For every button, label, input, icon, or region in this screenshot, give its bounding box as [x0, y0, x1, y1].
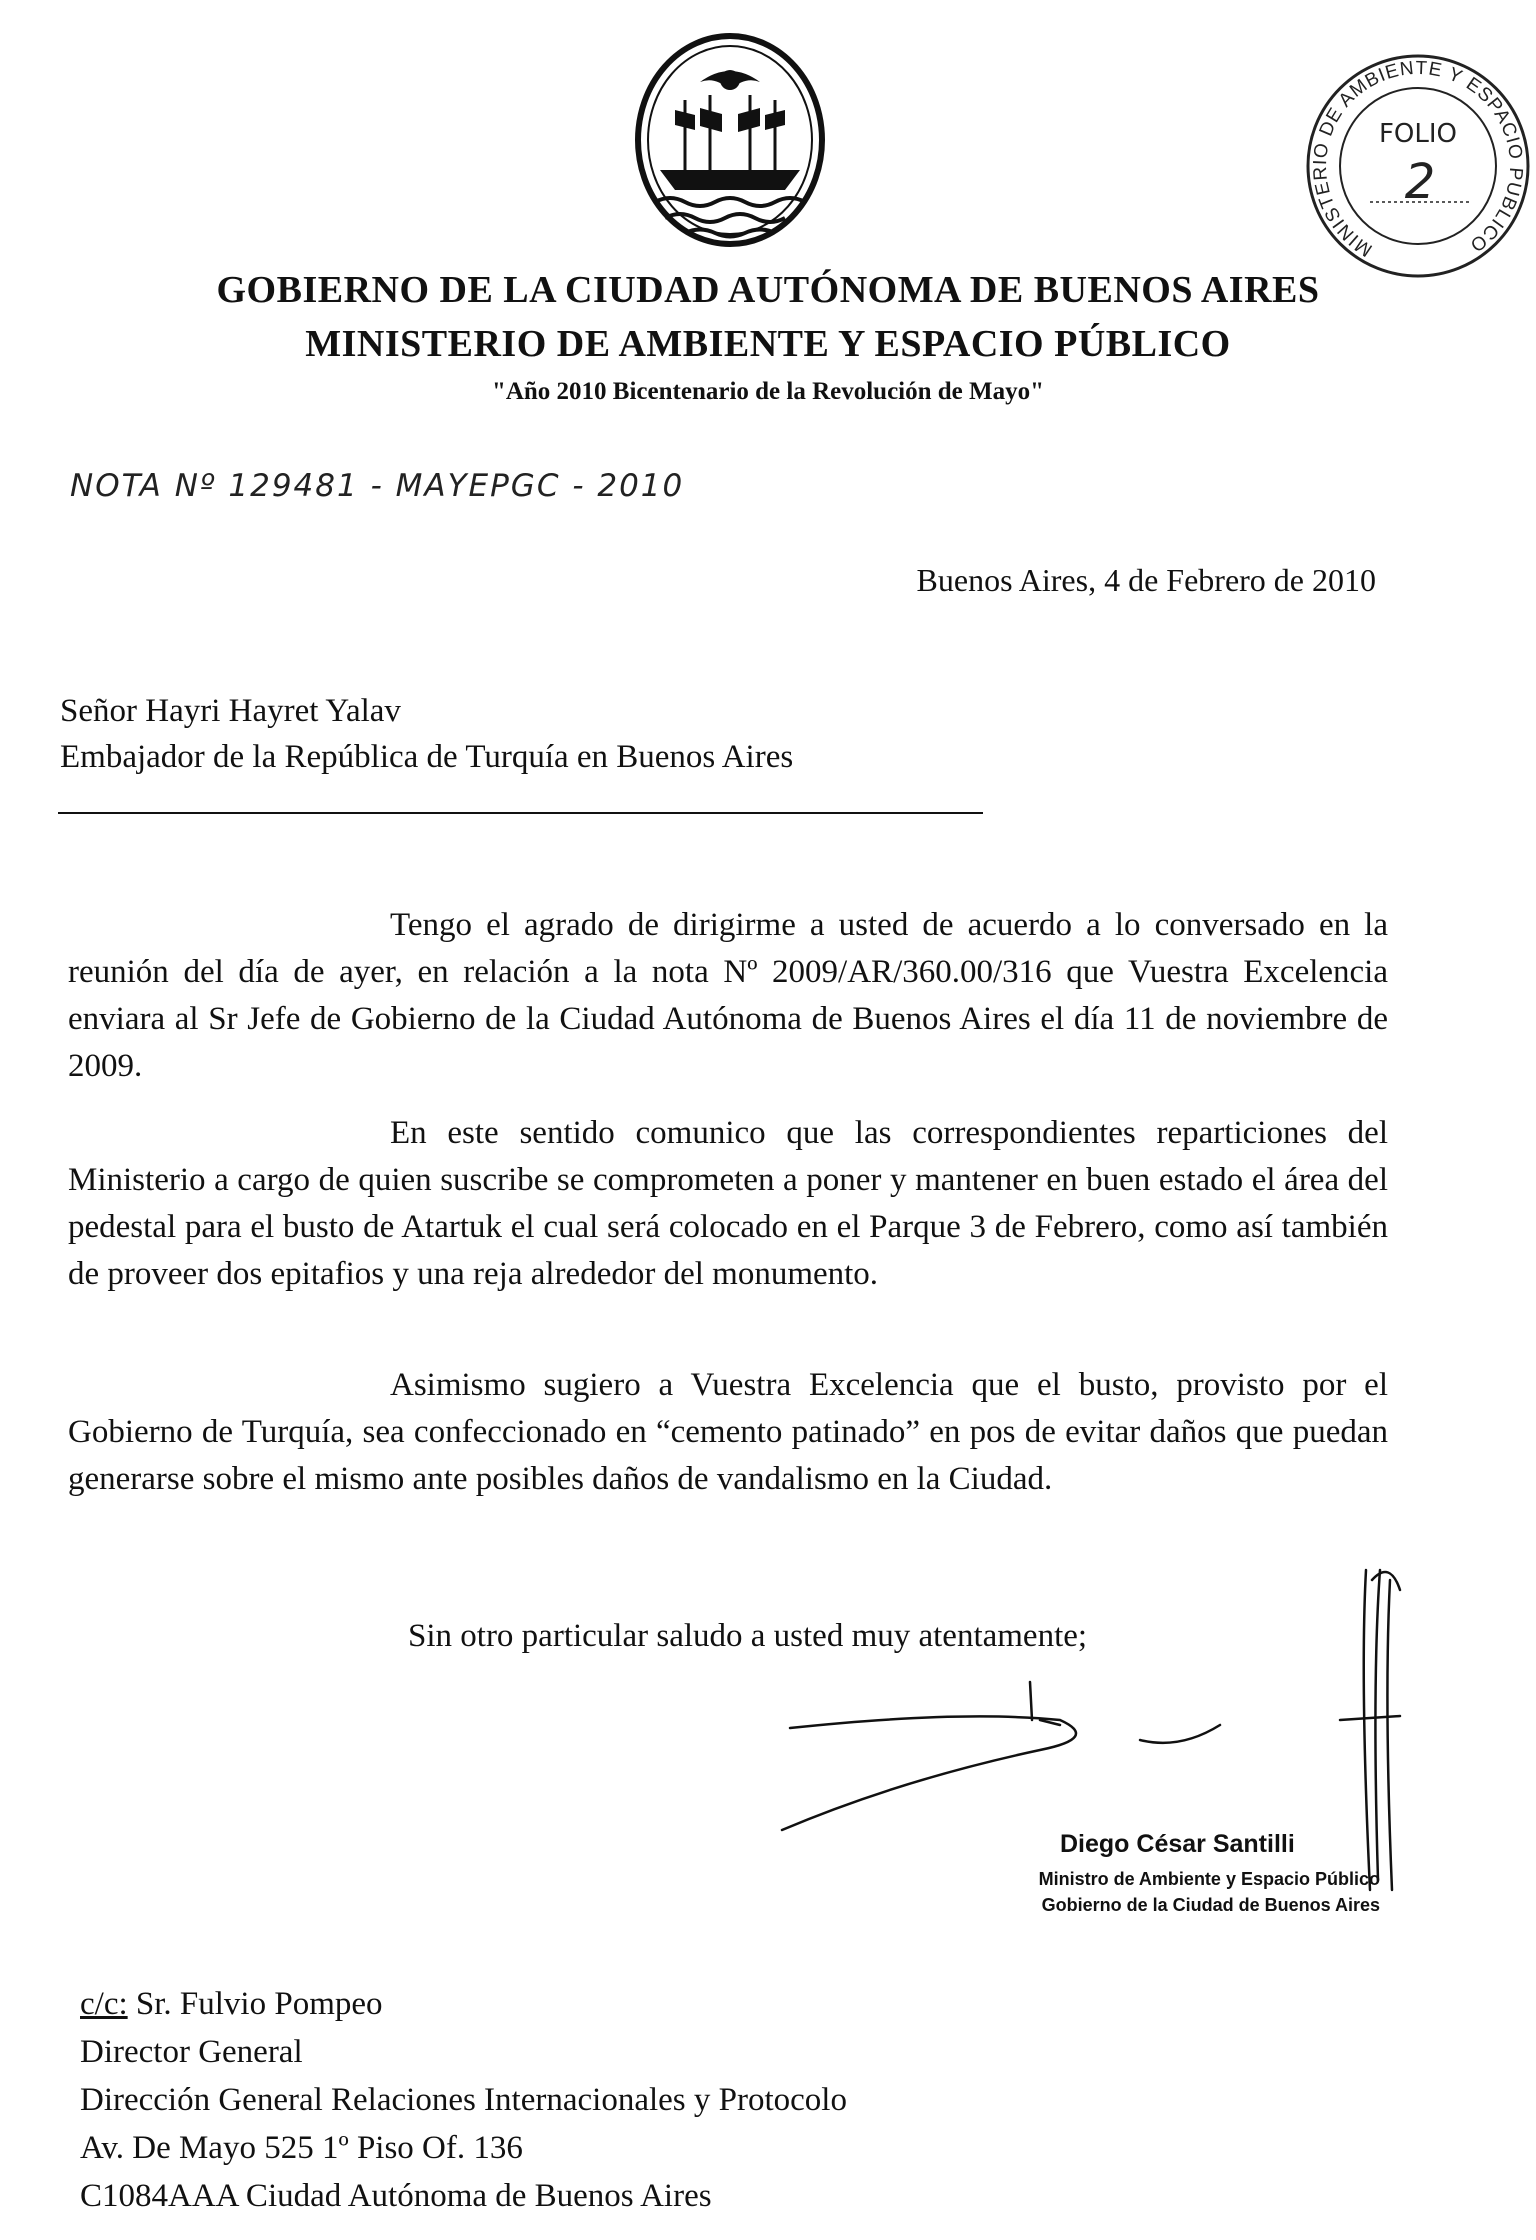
date-line: Buenos Aires, 4 de Febrero de 2010 — [916, 562, 1376, 598]
body-paragraph-2: En este sentido comunico que las correspondientes reparticiones del Ministerio a cargo de quien suscribe se comprometen a poner y mantener en buen estado el área del pedestal para el busto de Atartuk el cual será colocado en el Parque 3 de Febrero, como así también de proveer dos epitafios y una reja alrededor del monumento. — [68, 1115, 1388, 1292]
cc-block — [80, 1980, 847, 2220]
addressee-underline-divider — [58, 812, 983, 814]
signatory-block — [990, 1866, 1380, 1918]
addressee-title: Embajador de la República de Turquía en Buenos Aires — [60, 739, 794, 775]
cc-line-4: C1084AAA Ciudad Autónoma de Buenos Aires — [80, 2178, 712, 2214]
cc-line-2: Dirección General Relaciones Internacionales y Protocolo — [80, 2082, 847, 2118]
signatory-org: Gobierno de la Ciudad de Buenos Aires — [1041, 1895, 1380, 1915]
addressee-block — [60, 688, 793, 780]
closing-line: Sin otro particular saludo a usted muy atentamente; — [408, 1618, 1088, 1654]
stamp-folio-number: 2 — [1404, 154, 1436, 210]
cc-line-3: Av. De Mayo 525 1º Piso Of. 136 — [80, 2130, 523, 2166]
stamp-ring-text: MINISTERIO DE AMBIENTE Y ESPACIO PUBLICO — [1309, 57, 1527, 261]
letterhead-ministry: MINISTERIO DE AMBIENTE Y ESPACIO PÚBLICO — [305, 323, 1231, 365]
stamp-folio-label: FOLIO — [1378, 119, 1458, 149]
addressee-name: Señor Hayri Hayret Yalav — [60, 693, 401, 729]
handwritten-note-reference: NOTA Nº 129481 - MAYEPGC - 2010 — [70, 468, 685, 504]
body-paragraph-1: Tengo el agrado de dirigirme a usted de acuerdo a lo conversado en la reunión del día de ayer, en relación a la nota Nº 2009/AR/360.00/316 que Vuestra Excelencia enviara al Sr Jefe de Gobierno de la Ciudad Autónoma de Buenos Aires el día 11 de noviembre de 2009. — [68, 907, 1388, 1084]
cc-line-1: Director General — [80, 2034, 303, 2070]
signatory-role: Ministro de Ambiente y Espacio Público — [1038, 1869, 1380, 1889]
cc-name: Sr. Fulvio Pompeo — [135, 1986, 383, 2022]
body-paragraph-3: Asimismo sugiero a Vuestra Excelencia que el busto, provisto por el Gobierno de Turquía, sea confeccionado en “cemento patinado” en pos de evitar daños que puedan generarse sobre el mismo ante posibles daños de vandalismo en la Ciudad. — [68, 1367, 1388, 1497]
cc-label: c/c: — [80, 1986, 128, 2022]
signatory-name: Diego César Santilli — [1060, 1830, 1295, 1858]
city-coat-of-arms-seal — [630, 30, 830, 250]
folio-stamp — [1300, 40, 1536, 280]
letterhead-motto: "Año 2010 Bicentenario de la Revolución de Mayo" — [491, 378, 1045, 405]
letterhead-government: GOBIERNO DE LA CIUDAD AUTÓNOMA DE BUENOS AIRES — [216, 269, 1320, 311]
